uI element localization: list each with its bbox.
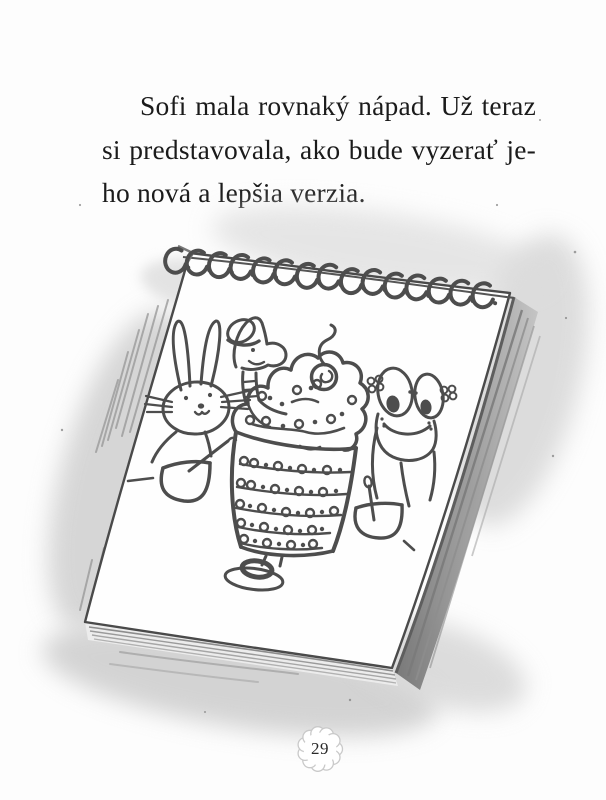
paragraph-line-3: ho nová a lepšia verzia. — [102, 177, 366, 208]
paragraph-line-1: Sofi mala rovnaký nápad. Už teraz — [140, 90, 536, 121]
page-number: 29 — [311, 739, 329, 758]
paragraph-line-2: si predstavovala, ako bude vyzerať je- — [102, 133, 536, 165]
page-number-badge — [296, 725, 344, 773]
